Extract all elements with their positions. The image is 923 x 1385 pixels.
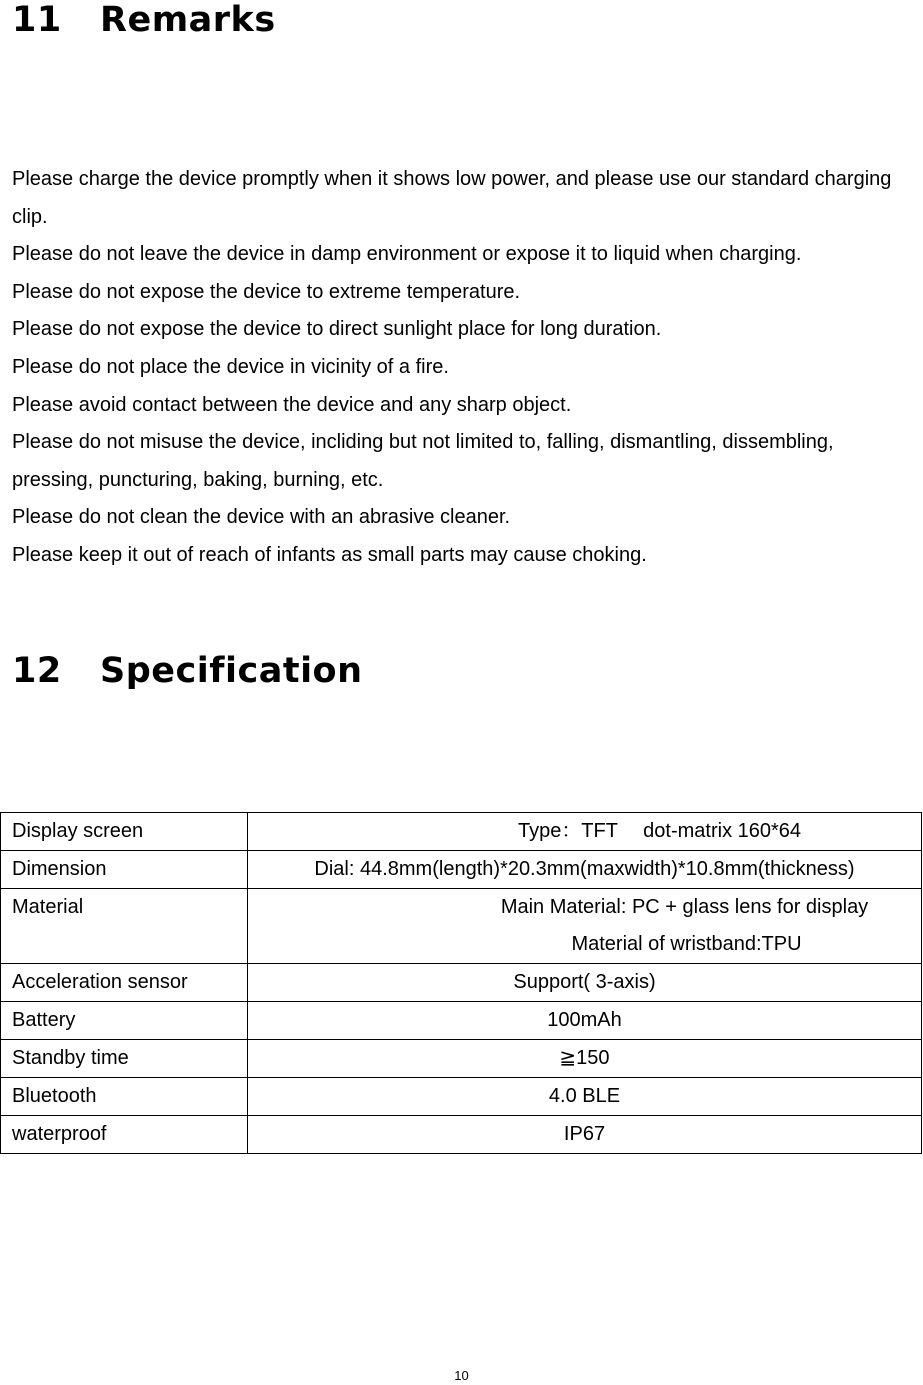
spec-value-line: Material of wristband:TPU [571,933,802,955]
specification-table [0,812,922,1154]
spec-value: 4.0 BLE [248,1078,922,1116]
remark-item: Please keep it out of reach of infants as small parts may cause choking. [12,543,647,566]
spec-value [248,889,922,964]
table-row [1,851,922,889]
table-row [1,1040,922,1078]
section-title: Remarks [100,0,276,40]
table-row [1,964,922,1002]
remarks-list [12,161,912,575]
spec-value: Dial: 44.8mm(length)*20.3mm(maxwidth)*10.8mm(thickness) [248,851,922,889]
spec-value-text: Type：TFT dot-matrix 160*64 [517,820,802,842]
remark-item: Please do not place the device in vicinity of a fire. [12,355,449,378]
spec-value [248,813,922,851]
section-number: 11 [12,0,62,40]
spec-label: Standby time [1,1040,248,1078]
spec-label: Battery [1,1002,248,1040]
section-heading-remarks [12,0,276,40]
remark-item: Please do not leave the device in damp environment or expose it to liquid when charging. [12,243,802,266]
remark-item: Please avoid contact between the device and any sharp object. [12,393,572,416]
remark-item: Please do not misuse the device, incliding but not limited to, falling, dismantling, dissembling, pressing, puncturing, baking, burning, etc. [12,431,834,491]
remark-item: Please do not expose the device to extreme temperature. [12,280,521,303]
spec-value: 100mAh [248,1002,922,1040]
remark-item: Please do not expose the device to direct sunlight place for long duration. [12,318,662,341]
spec-value: Support( 3-axis) [248,964,922,1002]
spec-label: waterproof [1,1116,248,1154]
table-row [1,889,922,964]
page-number: 10 [454,1368,469,1383]
spec-label: Display screen [1,813,248,851]
spec-value: ≧150 [248,1040,922,1078]
table-row [1,1002,922,1040]
table-row [1,1078,922,1116]
spec-label: Acceleration sensor [1,964,248,1002]
spec-label: Material [1,889,248,964]
table-row [1,1116,922,1154]
spec-label: Bluetooth [1,1078,248,1116]
remark-item: Please charge the device promptly when it shows low power, and please use our standard charging clip. [12,168,892,228]
spec-value: IP67 [248,1116,922,1154]
spec-value-line: Main Material: PC + glass lens for display [500,896,869,918]
section-title: Specification [100,651,363,691]
section-heading-specification [12,651,363,691]
table-row [1,813,922,851]
remark-item: Please do not clean the device with an abrasive cleaner. [12,506,511,529]
section-number: 12 [12,651,62,691]
spec-label: Dimension [1,851,248,889]
